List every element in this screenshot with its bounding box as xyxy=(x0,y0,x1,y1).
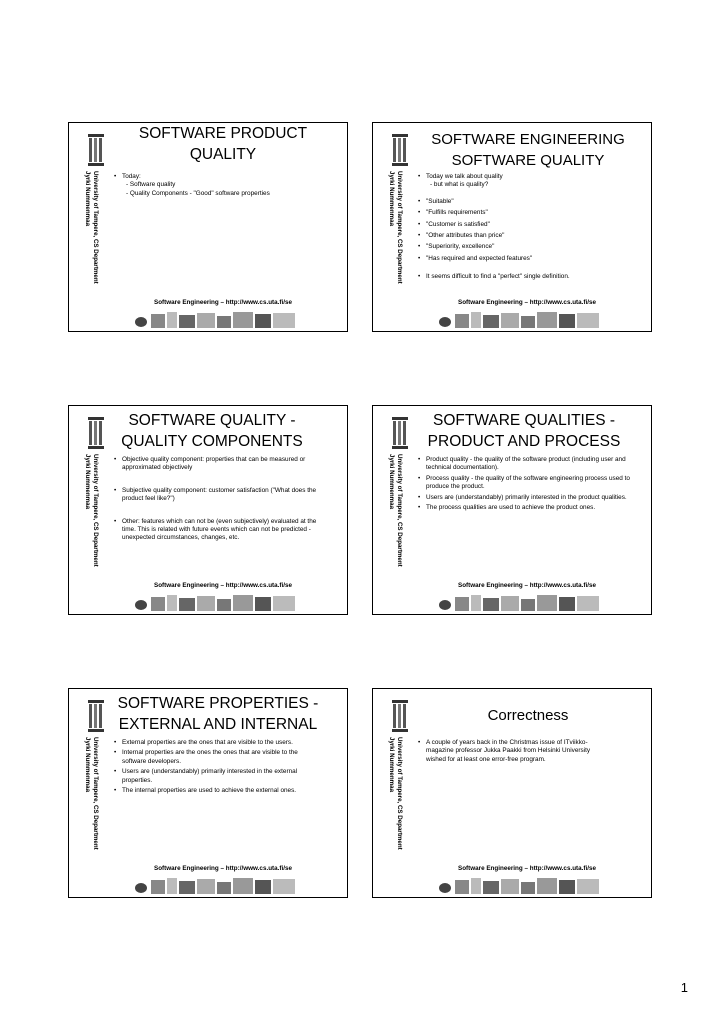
slide-footer: Software Engineering – http://www.cs.uta.fi/se xyxy=(458,865,596,872)
bullet-item: • Subjective quality component: customer satisfaction ("What does the product feel like?") xyxy=(114,486,317,503)
sidebar-university: University of Tampere, CS Department xyxy=(396,171,403,284)
page-number: 1 xyxy=(680,980,688,995)
photo-strip-image xyxy=(437,877,607,895)
slide-body xyxy=(417,456,637,512)
university-logo-icon xyxy=(88,417,104,449)
slide-footer: Software Engineering – http://www.cs.uta.fi/se xyxy=(154,299,292,306)
bullet-item: • Other: features which can not be (even subjectively) evaluated at the time. This is related with future events which can not be predicted - unexpected circumstances, changes, etc. xyxy=(114,517,317,542)
slide-3 xyxy=(68,405,348,615)
bullet-item: • External properties are the ones that are visible to the users. xyxy=(114,739,293,746)
slide-title: SOFTWARE QUALITIES - PRODUCT AND PROCESS xyxy=(427,412,621,450)
bullet-item: • "Other attributes than price" xyxy=(418,232,505,240)
bullet-item: • Today we talk about quality - but what is quality? xyxy=(417,173,641,190)
university-logo-icon xyxy=(392,134,408,166)
university-logo-icon xyxy=(392,700,408,732)
sidebar-university: University of Tampere, CS Department xyxy=(92,171,99,284)
sidebar-university: University of Tampere, CS Department xyxy=(396,737,403,850)
bullet-item: • The process qualities are used to achieve the product ones. xyxy=(418,504,596,512)
bullet-item: • Users are (understandably) primarily interested in the product qualities. xyxy=(418,493,627,501)
university-logo-icon xyxy=(88,700,104,732)
slide-body xyxy=(417,739,611,764)
bullet-item: • Today: - Software quality - Quality Components - "Good" software properties xyxy=(113,173,337,198)
sidebar-university: University of Tampere, CS Department xyxy=(92,737,99,850)
bullet-item: • "Customer is satisfied" xyxy=(418,220,490,228)
slide-title: SOFTWARE PRODUCT QUALITY xyxy=(138,125,308,163)
slide-1 xyxy=(68,122,348,332)
sidebar-author: Jyrki Nummenmaa xyxy=(84,454,92,510)
bullet-item: • "Fulfills requirements" xyxy=(418,209,488,217)
slide-title: SOFTWARE PROPERTIES - EXTERNAL AND INTERNAL xyxy=(117,695,319,733)
bullet-item: • Internal properties are the ones the ones that are visible to the software developers. xyxy=(114,749,298,765)
slide-footer: Software Engineering – http://www.cs.uta.fi/se xyxy=(154,582,292,589)
slide-title: SOFTWARE ENGINEERING SOFTWARE QUALITY xyxy=(431,131,625,169)
sidebar xyxy=(387,171,403,331)
sidebar xyxy=(83,454,99,614)
slide-6 xyxy=(372,688,652,898)
bullet-item: • Users are (understandably) primarily interested in the external properties. xyxy=(114,768,298,784)
bullet-item: • It seems difficult to find a "perfect" single definition. xyxy=(418,273,570,281)
sidebar-author: Jyrki Nummenmaa xyxy=(388,454,396,510)
sidebar-university: University of Tampere, CS Department xyxy=(396,454,403,567)
slide-body xyxy=(113,739,317,795)
slide-2 xyxy=(372,122,652,332)
bullet-item: • "Superiority, excellence" xyxy=(418,243,495,251)
sidebar xyxy=(387,737,403,897)
slide-footer: Software Engineering – http://www.cs.uta.fi/se xyxy=(458,582,596,589)
sidebar-author: Jyrki Nummenmaa xyxy=(388,171,396,227)
bullet-item: • "Suitable" xyxy=(418,197,454,205)
slide-body xyxy=(113,173,337,198)
bullet-item: • The internal properties are used to achieve the external ones. xyxy=(114,787,297,795)
sub-item: - Software quality xyxy=(126,181,176,189)
sidebar xyxy=(83,737,99,897)
university-logo-icon xyxy=(392,417,408,449)
slide-body xyxy=(417,173,641,282)
slide-body xyxy=(113,456,317,543)
photo-strip-image xyxy=(437,311,607,329)
bullet-item: • Process quality - the quality of the software engineering process used to produce the product. xyxy=(418,474,630,491)
sub-item: - Quality Components - "Good" software properties xyxy=(126,189,270,197)
photo-strip-image xyxy=(133,594,303,612)
slide-footer: Software Engineering – http://www.cs.uta.fi/se xyxy=(154,865,292,872)
sidebar xyxy=(83,171,99,331)
bullet-item: • "Has required and expected features" xyxy=(418,254,533,262)
photo-strip-image xyxy=(437,594,607,612)
slide-title: SOFTWARE QUALITY - QUALITY COMPONENTS xyxy=(121,412,303,450)
sidebar xyxy=(387,454,403,614)
slide-5 xyxy=(68,688,348,898)
university-logo-icon xyxy=(88,134,104,166)
sidebar-university: University of Tampere, CS Department xyxy=(92,454,99,567)
slide-4 xyxy=(372,405,652,615)
slide-title: Correctness xyxy=(487,707,569,724)
sidebar-author: Jyrki Nummenmaa xyxy=(84,737,92,793)
photo-strip-image xyxy=(133,311,303,329)
photo-strip-image xyxy=(133,877,303,895)
sidebar-author: Jyrki Nummenmaa xyxy=(388,737,396,793)
bullet-item: • Product quality - the quality of the software product (including user and technical documentation). xyxy=(418,456,626,472)
bullet-item: • Objective quality component: properties that can be measured or approximated objectively xyxy=(114,456,306,472)
bullet-item: • A couple of years back in the Christmas issue of ITviikko-magazine professor Jukka Paakki from Helsinki University wished for at least one error-free program. xyxy=(418,739,591,763)
slide-footer: Software Engineering – http://www.cs.uta.fi/se xyxy=(458,299,596,306)
sidebar-author: Jyrki Nummenmaa xyxy=(84,171,92,227)
sub-item: - but what is quality? xyxy=(430,181,489,189)
